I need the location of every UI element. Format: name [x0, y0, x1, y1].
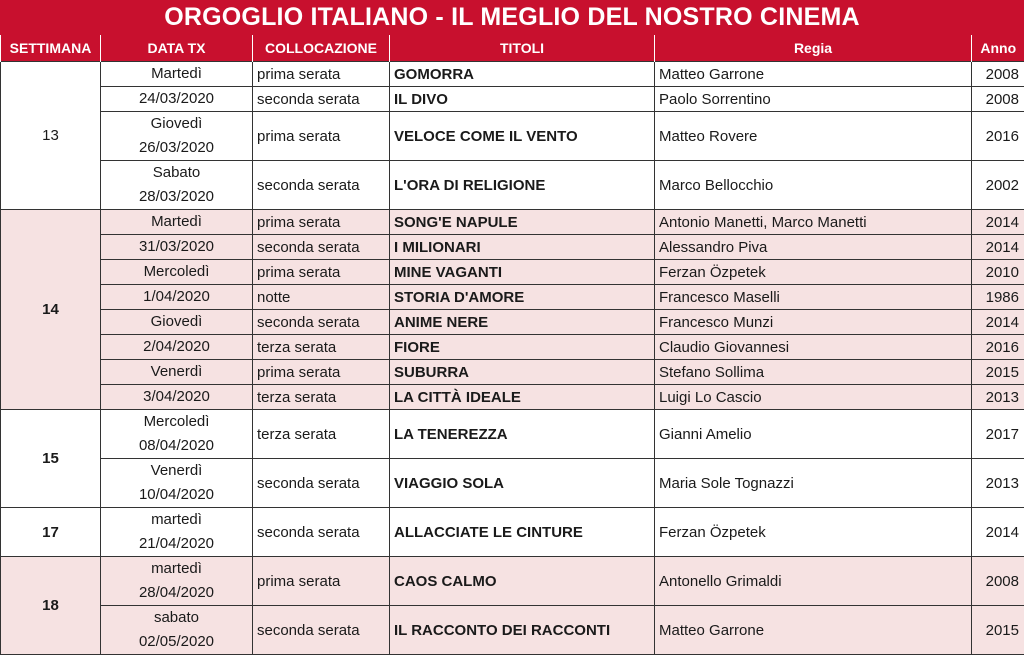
title-cell[interactable]: L'ORA DI RELIGIONE — [390, 161, 655, 210]
date-cell[interactable] — [101, 508, 253, 557]
slot-cell[interactable]: prima serata — [253, 557, 390, 606]
title-cell[interactable]: ALLACCIATE LE CINTURE — [390, 508, 655, 557]
slot-cell[interactable]: prima serata — [253, 360, 390, 385]
table-body — [1, 62, 1024, 655]
year-cell[interactable]: 2008 — [972, 87, 1024, 112]
date-cell[interactable]: 2/04/2020 — [101, 335, 253, 360]
date-value: 21/04/2020 — [101, 532, 252, 556]
date-cell[interactable] — [101, 410, 253, 459]
year-cell[interactable]: 2014 — [972, 310, 1024, 335]
year-cell[interactable]: 2016 — [972, 335, 1024, 360]
title-cell[interactable]: SONG'E NAPULE — [390, 210, 655, 235]
date-day: martedì — [101, 508, 252, 532]
date-cell[interactable]: 1/04/2020 — [101, 285, 253, 310]
table-row — [1, 360, 1024, 385]
title-cell[interactable]: IL RACCONTO DEI RACCONTI — [390, 606, 655, 655]
year-cell[interactable]: 2016 — [972, 112, 1024, 161]
slot-cell[interactable]: prima serata — [253, 62, 390, 87]
schedule-table — [0, 35, 1024, 655]
director-cell[interactable]: Alessandro Piva — [655, 235, 972, 260]
table-row — [1, 335, 1024, 360]
date-value: 26/03/2020 — [101, 136, 252, 160]
date-day: Sabato — [101, 161, 252, 185]
slot-cell[interactable]: seconda serata — [253, 606, 390, 655]
title-cell[interactable]: LA CITTÀ IDEALE — [390, 385, 655, 410]
director-cell[interactable]: Antonio Manetti, Marco Manetti — [655, 210, 972, 235]
year-cell[interactable]: 2015 — [972, 606, 1024, 655]
header-collocazione[interactable]: COLLOCAZIONE — [253, 35, 390, 62]
year-cell[interactable]: 2010 — [972, 260, 1024, 285]
table-row — [1, 310, 1024, 335]
date-value: 02/05/2020 — [101, 630, 252, 654]
title-cell[interactable]: I MILIONARI — [390, 235, 655, 260]
director-cell[interactable]: Francesco Maselli — [655, 285, 972, 310]
date-cell[interactable]: 31/03/2020 — [101, 235, 253, 260]
date-cell[interactable] — [101, 459, 253, 508]
title-cell[interactable]: CAOS CALMO — [390, 557, 655, 606]
title-cell[interactable]: GOMORRA — [390, 62, 655, 87]
header-settimana[interactable]: SETTIMANA — [1, 35, 101, 62]
header-anno[interactable]: Anno — [972, 35, 1024, 62]
year-cell[interactable]: 2013 — [972, 385, 1024, 410]
date-cell[interactable]: Martedì — [101, 210, 253, 235]
date-cell[interactable] — [101, 606, 253, 655]
date-day: Mercoledì — [101, 410, 252, 434]
header-regia[interactable]: Regia — [655, 35, 972, 62]
year-cell[interactable]: 2015 — [972, 360, 1024, 385]
director-cell[interactable]: Matteo Garrone — [655, 606, 972, 655]
director-cell[interactable]: Luigi Lo Cascio — [655, 385, 972, 410]
slot-cell[interactable]: seconda serata — [253, 161, 390, 210]
week-cell[interactable]: 15 — [1, 410, 101, 508]
title-cell[interactable]: LA TENEREZZA — [390, 410, 655, 459]
date-cell[interactable]: Mercoledì — [101, 260, 253, 285]
title-cell[interactable]: STORIA D'AMORE — [390, 285, 655, 310]
slot-cell[interactable]: notte — [253, 285, 390, 310]
slot-cell[interactable]: seconda serata — [253, 235, 390, 260]
date-value: 08/04/2020 — [101, 434, 252, 458]
date-day: Giovedì — [101, 112, 252, 136]
director-cell[interactable]: Ferzan Özpetek — [655, 508, 972, 557]
table-row — [1, 508, 1024, 557]
table-row — [1, 459, 1024, 508]
table-row — [1, 410, 1024, 459]
date-cell[interactable]: Venerdì — [101, 360, 253, 385]
date-cell[interactable]: Giovedì — [101, 310, 253, 335]
year-cell[interactable]: 2008 — [972, 62, 1024, 87]
director-cell[interactable]: Maria Sole Tognazzi — [655, 459, 972, 508]
sheet-title: ORGOGLIO ITALIANO - IL MEGLIO DEL NOSTRO CINEMA — [0, 0, 1024, 35]
week-cell[interactable]: 17 — [1, 508, 101, 557]
date-day: sabato — [101, 606, 252, 630]
table-row — [1, 62, 1024, 87]
date-cell[interactable]: 3/04/2020 — [101, 385, 253, 410]
table-row — [1, 606, 1024, 655]
slot-cell[interactable]: seconda serata — [253, 310, 390, 335]
director-cell[interactable]: Matteo Rovere — [655, 112, 972, 161]
table-row — [1, 112, 1024, 161]
year-cell[interactable]: 2014 — [972, 508, 1024, 557]
date-day: martedì — [101, 557, 252, 581]
week-cell[interactable]: 18 — [1, 557, 101, 655]
header-data-tx[interactable]: DATA TX — [101, 35, 253, 62]
director-cell[interactable]: Matteo Garrone — [655, 62, 972, 87]
slot-cell[interactable]: prima serata — [253, 112, 390, 161]
year-cell[interactable]: 2002 — [972, 161, 1024, 210]
slot-cell[interactable]: prima serata — [253, 210, 390, 235]
director-cell[interactable]: Paolo Sorrentino — [655, 87, 972, 112]
title-cell[interactable]: VELOCE COME IL VENTO — [390, 112, 655, 161]
table-row — [1, 210, 1024, 235]
slot-cell[interactable]: prima serata — [253, 260, 390, 285]
director-cell[interactable]: Claudio Giovannesi — [655, 335, 972, 360]
table-row — [1, 557, 1024, 606]
table-row — [1, 235, 1024, 260]
director-cell[interactable]: Ferzan Özpetek — [655, 260, 972, 285]
title-cell[interactable]: IL DIVO — [390, 87, 655, 112]
title-cell[interactable]: FIORE — [390, 335, 655, 360]
year-cell[interactable]: 2014 — [972, 235, 1024, 260]
year-cell[interactable]: 2017 — [972, 410, 1024, 459]
director-cell[interactable]: Antonello Grimaldi — [655, 557, 972, 606]
director-cell[interactable]: Gianni Amelio — [655, 410, 972, 459]
date-value: 28/04/2020 — [101, 581, 252, 605]
header-row — [1, 35, 1024, 62]
year-cell[interactable]: 2008 — [972, 557, 1024, 606]
date-day: Venerdì — [101, 459, 252, 483]
director-cell[interactable]: Marco Bellocchio — [655, 161, 972, 210]
director-cell[interactable]: Stefano Sollima — [655, 360, 972, 385]
week-cell[interactable]: 14 — [1, 210, 101, 410]
header-titoli[interactable]: TITOLI — [390, 35, 655, 62]
date-cell[interactable]: Martedì — [101, 62, 253, 87]
table-row — [1, 87, 1024, 112]
table-row — [1, 285, 1024, 310]
year-cell[interactable]: 2014 — [972, 210, 1024, 235]
slot-cell[interactable]: terza serata — [253, 385, 390, 410]
date-cell[interactable] — [101, 112, 253, 161]
slot-cell[interactable]: terza serata — [253, 335, 390, 360]
year-cell[interactable]: 1986 — [972, 285, 1024, 310]
table-row — [1, 161, 1024, 210]
table-row — [1, 260, 1024, 285]
year-cell[interactable]: 2013 — [972, 459, 1024, 508]
title-cell[interactable]: VIAGGIO SOLA — [390, 459, 655, 508]
date-cell[interactable]: 24/03/2020 — [101, 87, 253, 112]
slot-cell[interactable]: seconda serata — [253, 87, 390, 112]
table-row — [1, 385, 1024, 410]
director-cell[interactable]: Francesco Munzi — [655, 310, 972, 335]
slot-cell[interactable]: seconda serata — [253, 459, 390, 508]
date-cell[interactable] — [101, 161, 253, 210]
slot-cell[interactable]: terza serata — [253, 410, 390, 459]
date-value: 28/03/2020 — [101, 185, 252, 209]
title-cell[interactable]: SUBURRA — [390, 360, 655, 385]
slot-cell[interactable]: seconda serata — [253, 508, 390, 557]
date-cell[interactable] — [101, 557, 253, 606]
title-cell[interactable]: MINE VAGANTI — [390, 260, 655, 285]
week-cell[interactable]: 13 — [1, 62, 101, 210]
title-cell[interactable]: ANIME NERE — [390, 310, 655, 335]
date-value: 10/04/2020 — [101, 483, 252, 507]
